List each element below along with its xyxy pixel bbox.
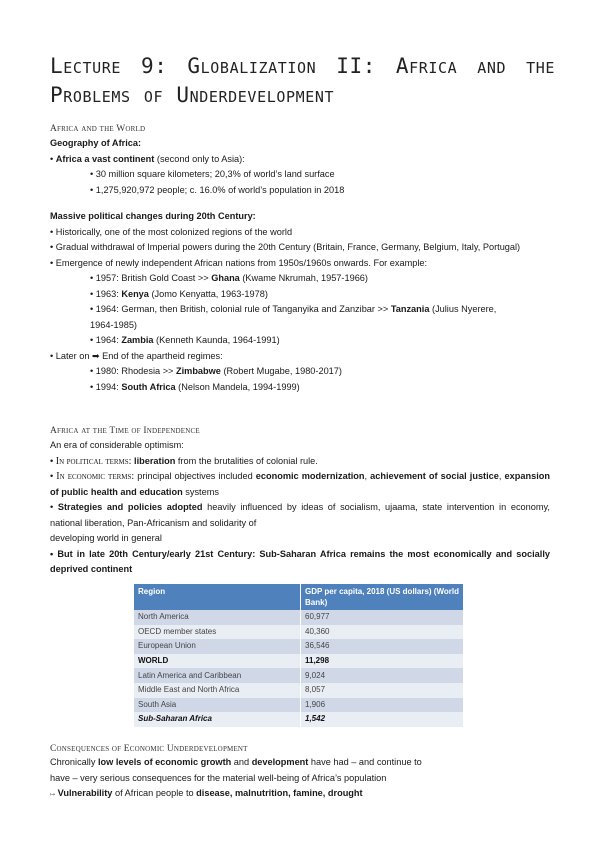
gdp-cell: 40,360	[301, 625, 464, 640]
zambia-pre: 1964:	[95, 335, 122, 345]
political-terms-label: In political terms:	[55, 455, 132, 467]
gdp-cell: 8,057	[301, 683, 464, 698]
example-south-africa: • 1994: South Africa (Nelson Mandela, 1994-1999)	[90, 381, 300, 392]
gdp-table	[134, 584, 464, 727]
region-cell: Middle East and North Africa	[134, 683, 301, 698]
south-africa-post: (Nelson Mandela, 1994-1999)	[175, 381, 300, 392]
region-cell: North America	[134, 610, 301, 625]
region-cell: WORLD	[134, 654, 301, 669]
vulnerability-bold: Vulnerability	[57, 788, 113, 798]
table-row	[134, 683, 464, 698]
ghana-post: (Kwame Nkrumah, 1957-1966)	[239, 273, 368, 283]
table-row	[134, 610, 464, 625]
table-header-row	[134, 584, 464, 610]
bullet-vulnerability	[50, 786, 470, 804]
table-row	[134, 625, 464, 640]
gdp-cell: 11,298	[301, 654, 464, 669]
era-text: An era of considerable optimism:	[50, 440, 184, 450]
table-row	[134, 639, 464, 654]
right-arrow-icon: ➡	[92, 350, 100, 361]
south-africa-bold: South Africa	[121, 381, 176, 392]
sub-bullet-population: • 1,275,920,972 people; c. 16.0% of world’s population in 2018	[90, 184, 345, 195]
region-cell: Latin America and Caribbean	[134, 668, 301, 683]
strategies-line3: developing world in general	[50, 533, 162, 543]
area-text: 30 million square kilometers; 20,3% of world’s land surface	[95, 169, 335, 179]
consequences-block	[50, 755, 470, 804]
economic-text-1: principal objectives included	[134, 471, 256, 481]
gdp-cell: 36,546	[301, 639, 464, 654]
vulnerability-mid: of African people to	[112, 788, 197, 798]
example-zimbabwe: • 1980: Rhodesia >> Zimbabwe (Robert Mugabe, 1980-2017)	[90, 366, 342, 376]
region-cell: South Asia	[134, 698, 301, 713]
section-heading-africa-world: Africa and the World	[50, 124, 146, 134]
kenya-pre: 1963:	[95, 288, 122, 299]
region-cell: Sub-Saharan Africa	[134, 712, 301, 727]
kenya-bold: Kenya	[121, 288, 149, 299]
political-heading: Massive political changes during 20th Century:	[50, 211, 256, 221]
ghana-bold: Ghana	[211, 273, 240, 283]
table-row	[134, 654, 464, 669]
example-zambia: • 1964: Zambia (Kenneth Kaunda, 1964-1991)	[90, 335, 280, 345]
header-gdp: GDP per capita, 2018 (US dollars) (World Bank)	[301, 584, 464, 610]
bullet-late-century: • But in late 20th Century/early 21st Century: Sub-Saharan Africa remains the most economically and socially deprived continent	[50, 548, 550, 574]
gdp-cell: 1,542	[301, 712, 464, 727]
tanzania-pre: 1964: German, then British, colonial rule of Tanganyika and Zanzibar >>	[95, 304, 391, 314]
page-title: Lecture 9: Globalization II: Africa and the Problems of Underdevelopment	[50, 54, 555, 107]
line1-pre: Chronically	[50, 757, 98, 767]
withdrawal-text: Gradual withdrawal of Imperial powers during the 20th Century (Britain, France, Germany, Belgium, Italy, Portugal)	[55, 242, 521, 252]
line1-bold2: development	[251, 757, 309, 767]
economic-text-3: ,	[498, 471, 502, 481]
bullet-later: • Later on ➡ End of the apartheid regimes:	[50, 350, 223, 361]
liberation-rest: from the brutalities of colonial rule.	[175, 455, 318, 466]
independence-block	[50, 438, 550, 578]
strategies-bold: Strategies and policies adopted	[57, 502, 203, 512]
south-africa-pre: 1994:	[95, 381, 122, 392]
later-post: End of the apartheid regimes:	[99, 350, 223, 361]
line1-mid: and	[231, 757, 252, 767]
table-row	[134, 668, 464, 683]
economic-text-4: systems	[182, 486, 219, 497]
example-ghana: • 1957: British Gold Coast >> Ghana (Kwame Nkrumah, 1957-1966)	[90, 273, 368, 283]
example-tanzania-cont: 1964-1985)	[90, 319, 137, 330]
section-heading-consequences: Consequences of Economic Underdevelopment	[50, 744, 248, 754]
zambia-bold: Zambia	[121, 335, 154, 345]
bullet-economic-terms: • In economic terms: principal objectives included economic modernization, achievement of social justice, expansion of public health and education systems	[50, 471, 550, 497]
consequences-line1	[50, 755, 470, 771]
zimbabwe-pre: 1980: Rhodesia >>	[95, 366, 176, 376]
later-pre: Later on	[55, 350, 93, 361]
bullet-colonized: • Historically, one of the most colonized regions of the world	[50, 226, 293, 237]
line1-bold1: low levels of economic growth	[98, 757, 232, 767]
economic-bold-3: expansion of public health and education	[50, 471, 550, 497]
arrow-bullet-icon: ↦	[50, 792, 56, 798]
zimbabwe-post: (Robert Mugabe, 1980-2017)	[220, 366, 342, 376]
gdp-cell: 1,906	[301, 698, 464, 713]
bullet-withdrawal: • Gradual withdrawal of Imperial powers during the 20th Century (Britain, France, Germany, Belgium, Italy, Portugal)	[50, 242, 521, 252]
bullet-continent: • Africa a vast continent (second only to Asia):	[50, 153, 245, 164]
zimbabwe-bold: Zimbabwe	[175, 366, 221, 376]
zambia-post: (Kenneth Kaunda, 1964-1991)	[153, 335, 280, 345]
geography-heading: Geography of Africa:	[50, 138, 142, 148]
example-tanzania: • 1964: German, then British, colonial rule of Tanganyika and Zanzibar >> Tanzania (Julius Nyerere,	[90, 304, 497, 314]
emergence-text: Emergence of newly independent African nations from 1950s/1960s onwards. For example:	[55, 257, 428, 268]
tanzania-post: (Julius Nyerere,	[429, 304, 497, 314]
continent-rest: (second only to Asia):	[154, 153, 245, 164]
economic-terms-label: In economic terms:	[56, 471, 135, 482]
bullet-emergence: • Emergence of newly independent African nations from 1950s/1960s onwards. For example:	[50, 257, 428, 268]
continent-bold: Africa a vast continent	[55, 153, 155, 164]
bullet-political-terms: • In political terms: liberation from the brutalities of colonial rule.	[50, 455, 318, 467]
consequences-line2: have – very serious consequences for the material well-being of Africa’s population	[50, 772, 387, 783]
economic-bold-2: achievement of social justice	[370, 471, 499, 481]
sub-bullet-area: • 30 million square kilometers; 20,3% of world’s land surface	[90, 169, 335, 179]
region-cell: OECD member states	[134, 625, 301, 640]
economic-text-2: ,	[364, 471, 371, 481]
vulnerability-bold2: disease, malnutrition, famine, drought	[196, 788, 363, 798]
section-heading-independence: Africa at the Time of Independence	[50, 426, 200, 436]
bullet-strategies: • Strategies and policies adopted heavily influenced by ideas of socialism, ujaama, state intervention in economy, national liberation, Pan-Africanism and solidarity of	[50, 502, 550, 528]
gdp-cell: 60,977	[301, 610, 464, 625]
colonized-text: Historically, one of the most colonized regions of the world	[55, 226, 293, 237]
geography-block	[50, 136, 550, 198]
kenya-post: (Jomo Kenyatta, 1963-1978)	[148, 288, 268, 299]
strategies-rest: heavily influenced by ideas of socialism, ujaama, state intervention in economy, national liberation, Pan-Africanism and solidarity of	[50, 502, 550, 528]
gdp-cell: 9,024	[301, 668, 464, 683]
table-row	[134, 698, 464, 713]
late-century-bold: But in late 20th Century/early 21st Century: Sub-Saharan Africa remains the most economically and socially deprived continent	[50, 548, 550, 574]
header-region: Region	[134, 584, 301, 610]
line1-post: have had – and continue to	[308, 757, 422, 767]
liberation-bold: liberation	[134, 455, 176, 466]
ghana-pre: 1957: British Gold Coast >>	[95, 273, 212, 283]
table-row	[134, 712, 464, 727]
economic-bold-1: economic modernization	[255, 471, 365, 481]
political-changes-block	[50, 209, 550, 395]
region-cell: European Union	[134, 639, 301, 654]
population-text: 1,275,920,972 people; c. 16.0% of world’s population in 2018	[95, 184, 345, 195]
tanzania-bold: Tanzania	[390, 304, 430, 314]
example-kenya: • 1963: Kenya (Jomo Kenyatta, 1963-1978)	[90, 288, 268, 299]
